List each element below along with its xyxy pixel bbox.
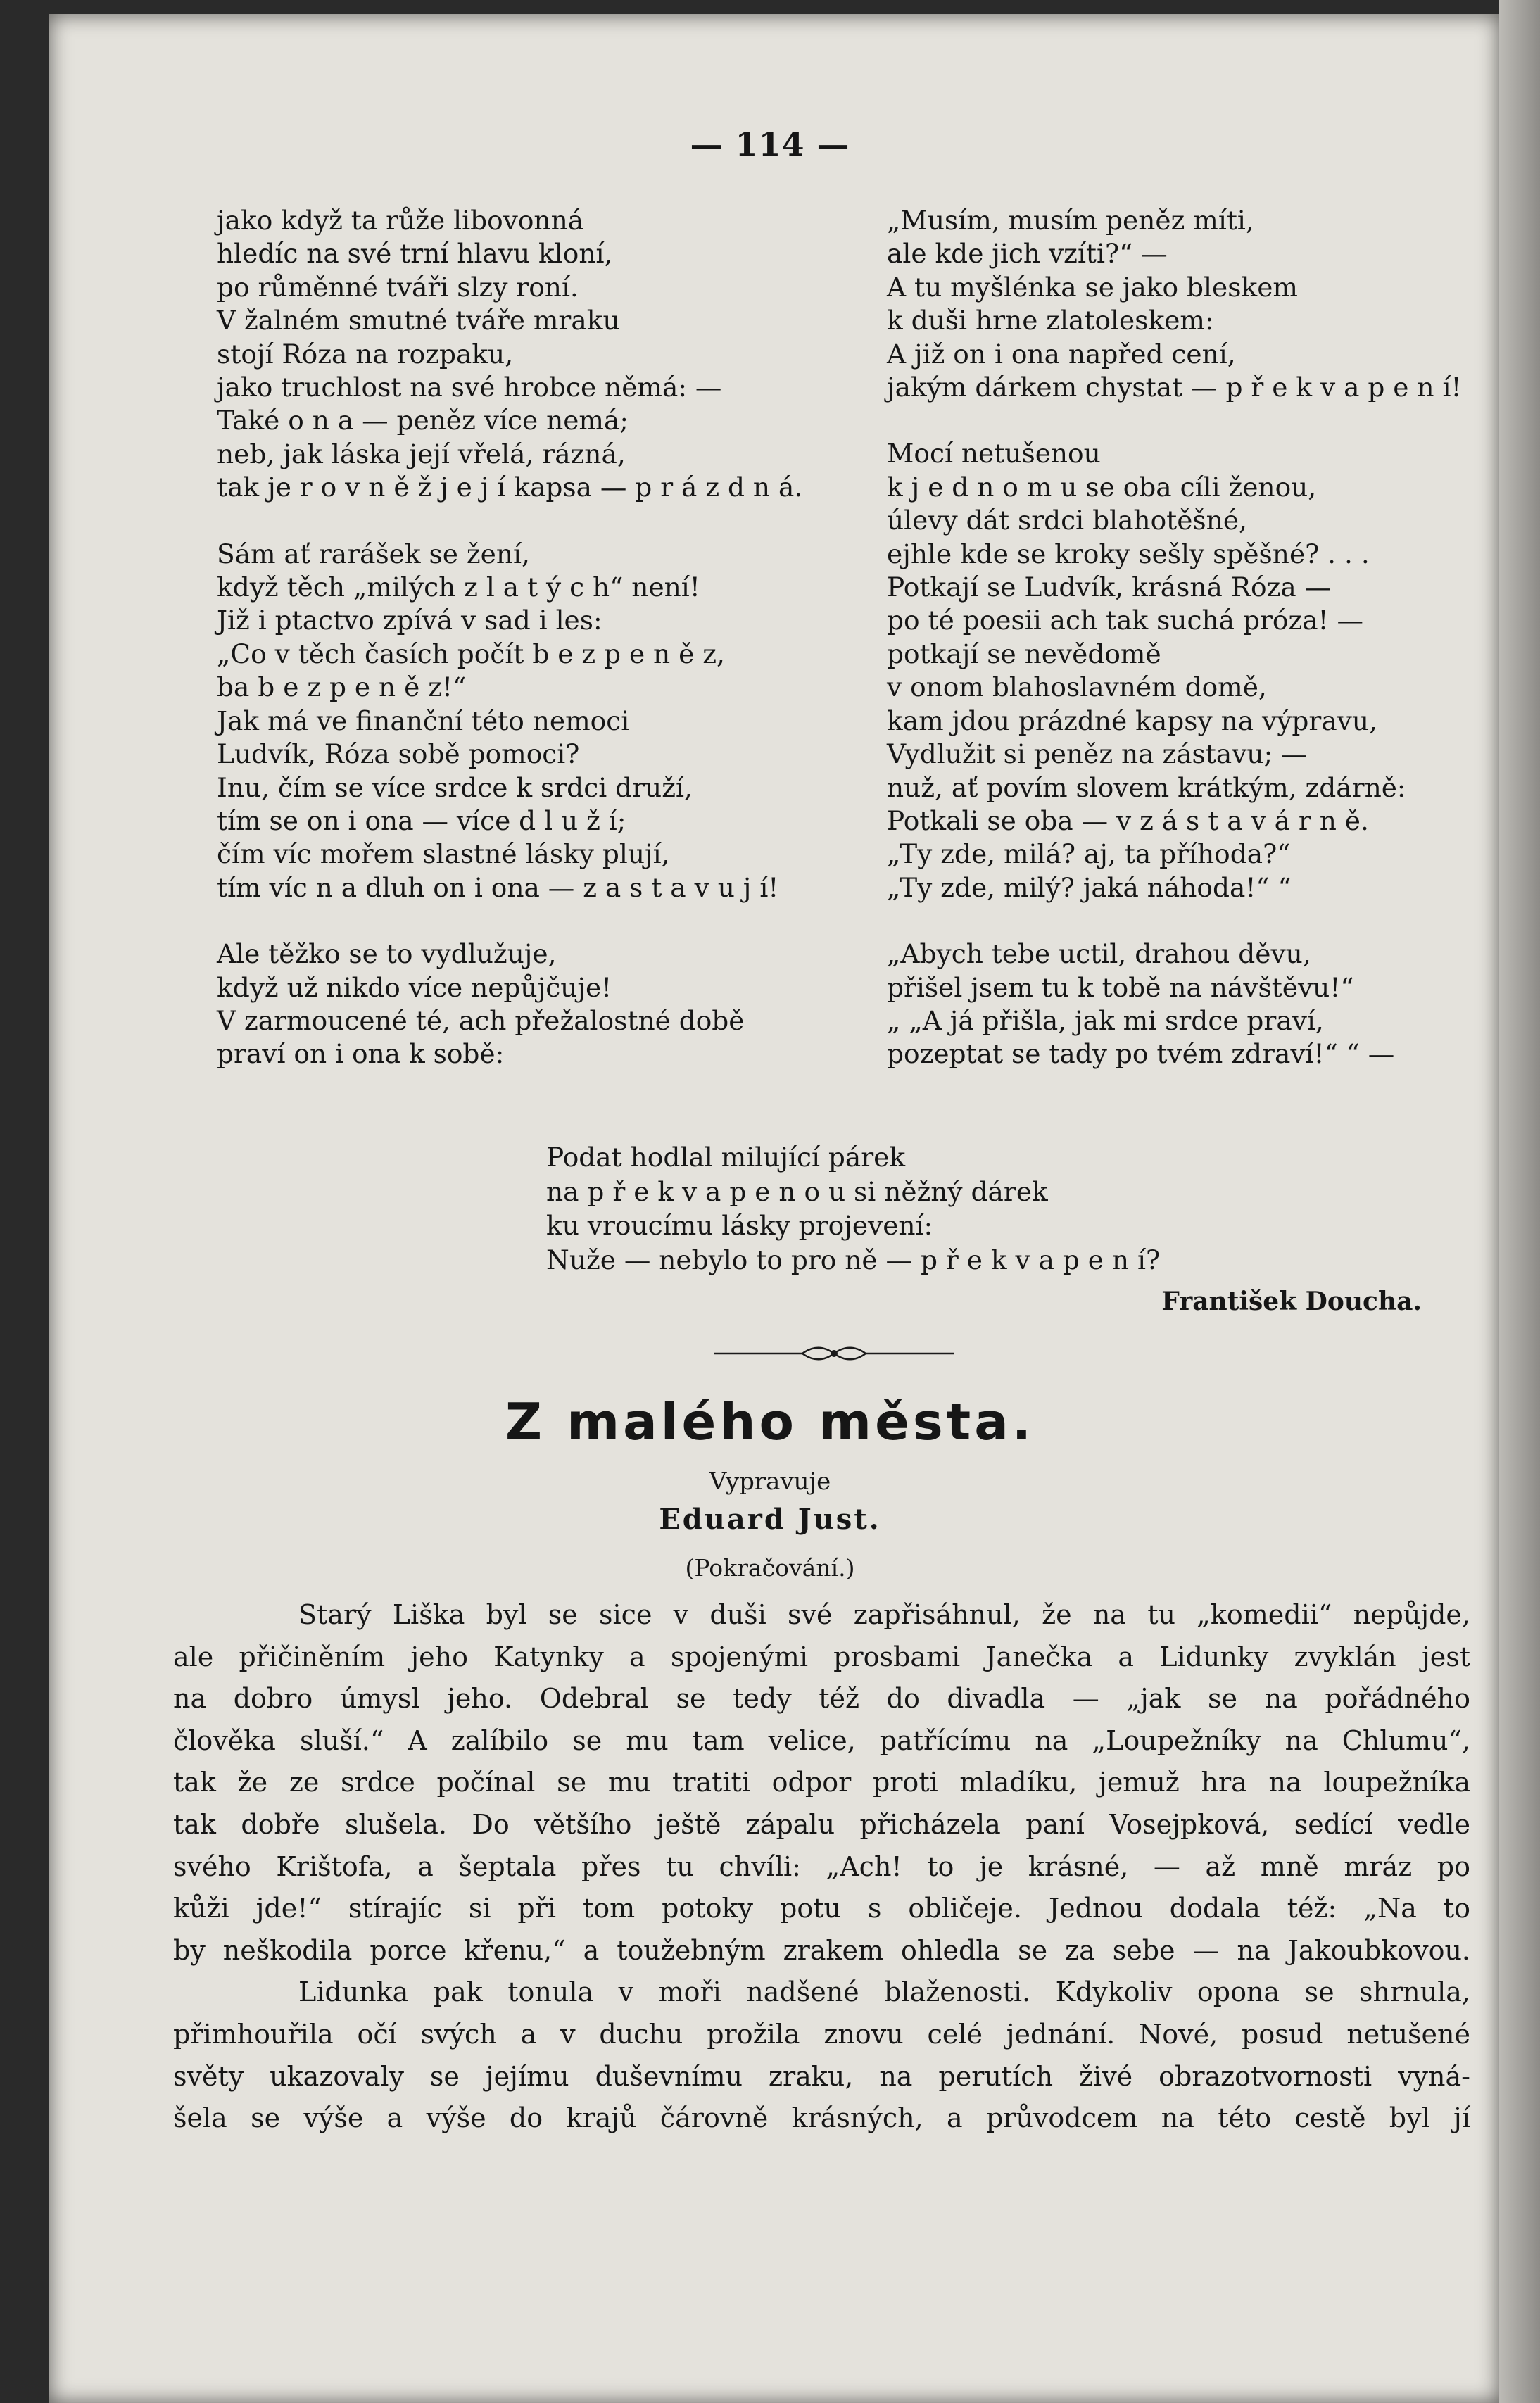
verse-line: „Co v těch časích počít b e z p e n ě z, — [217, 638, 725, 669]
verse-line: když už nikdo více nepůjčuje! — [217, 971, 612, 1003]
page-edge — [1499, 0, 1540, 2403]
verse-line: potkají se nevědomě — [887, 638, 1161, 669]
verse-line: Vydlužit si peněz na zástavu; — — [887, 738, 1308, 770]
verse-line: praví on i ona k sobě: — [217, 1038, 505, 1070]
verse-line: Nuže — nebylo to pro ně — p ř e k v a p e n í? — [546, 1244, 1161, 1275]
verse-line: V žalném smutné tváře mraku — [217, 305, 620, 336]
verse-line: v onom blahoslavném domě, — [887, 671, 1267, 703]
poem-right-column — [887, 204, 1462, 1071]
continuation-note: (Pokračování.) — [685, 1554, 855, 1582]
verse-line: jakým dárkem chystat — p ř e k v a p e n í! — [887, 372, 1462, 403]
verse-line: „Musím, musím peněz míti, — [887, 205, 1254, 236]
verse-line: tím víc n a dluh on i ona — z a s t a v u j í! — [217, 871, 779, 903]
byline: Vypravuje — [709, 1468, 831, 1496]
verse-line: když těch „milých z l a t ý c h“ není! — [217, 572, 700, 603]
verse-line: Podat hodlal milující párek — [546, 1142, 906, 1173]
verse-line: Potkali se oba — v z á s t a v á r n ě. — [887, 805, 1369, 836]
story-author: Eduard Just. — [659, 1503, 881, 1536]
page-number: — 114 — — [690, 125, 850, 163]
verse-line: čím víc mořem slastné lásky plují, — [217, 838, 670, 870]
verse-line: Také o n a — peněz více nemá; — [217, 405, 629, 436]
verse-line: „Ty zde, milý? jaká náhoda!“ “ — [887, 871, 1292, 903]
verse-line: ku vroucímu lásky projevení: — [546, 1210, 933, 1241]
verse-line: ejhle kde se kroky sešly spěšné? . . . — [887, 538, 1370, 569]
ornament-divider — [714, 1343, 954, 1364]
verse-line: neb, jak láska její vřelá, rázná, — [217, 438, 626, 469]
verse-line: pozeptat se tady po tvém zdraví!“ “ — — [887, 1038, 1395, 1070]
verse-line: k duši hrne zlatoleskem: — [887, 305, 1214, 336]
verse-line: jako truchlost na své hrobce němá: — — [217, 372, 722, 403]
verse-line: stojí Róza na rozpaku, — [217, 338, 514, 370]
verse-line: „ „A já přišla, jak mi srdce praví, — [887, 1004, 1324, 1036]
verse-line: Sám ať rarášek se žení, — [217, 538, 530, 569]
verse-line: na p ř e k v a p e n o u si něžný dárek — [546, 1175, 1048, 1207]
text-line: tak dobře slušela. Do většího ještě zápalu přicházela paní Vosejpková, sedící vedle — [173, 1808, 1470, 1840]
text-line: svého Krištofa, a šeptala přes tu chvíli: „Ach! to je krásné, — až mně mráz po — [173, 1850, 1470, 1882]
verse-line: A tu myšlénka se jako bleskem — [887, 271, 1298, 303]
verse-line: tím se on i ona — více d l u ž í; — [217, 805, 626, 836]
verse-line: po růměnné tváři slzy roní. — [217, 271, 579, 303]
verse-line: kam jdou prázdné kapsy na výpravu, — [887, 705, 1377, 736]
text-line: šela se výše a výše do krajů čárovně krásných, a průvodcem na této cestě byl jí — [173, 2102, 1470, 2134]
stanza — [217, 204, 802, 505]
stanza — [217, 538, 802, 904]
verse-line: ba b e z p e n ě z!“ — [217, 671, 467, 703]
verse-line: úlevy dát srdci blahotěšné, — [887, 505, 1247, 536]
story-title: Z malého města. — [505, 1392, 1035, 1451]
text-line: světy ukazovaly se jejímu duševnímu zraku, na perutích živé obrazotvornosti vyná- — [173, 2060, 1470, 2092]
text-line: Lidunka pak tonula v moři nadšené blaženosti. Kdykoliv opona se shrnula, — [298, 1976, 1470, 2008]
poem-left-column — [217, 204, 802, 1071]
verse-line: Mocí netušenou — [887, 438, 1101, 469]
verse-line: V zarmoucené té, ach přežalostné době — [217, 1004, 745, 1036]
verse-line: „Ty zde, milá? aj, ta příhoda?“ — [887, 838, 1291, 870]
verse-line: po té poesii ach tak suchá próza! — — [887, 605, 1364, 636]
verse-line: Jak má ve finanční této nemoci — [217, 705, 630, 736]
text-line: tak že ze srdce počínal se mu tratiti odpor proti mladíku, jemuž hra na loupežníka — [173, 1767, 1470, 1798]
text-line: kůži jde!“ stírajíc si při tom potoky potu s obličeje. Jednou dodala též: „Na to — [173, 1893, 1470, 1924]
verse-line: Potkají se Ludvík, krásná Róza — — [887, 572, 1332, 603]
text-line: ale přičiněním jeho Katynky a spojenými prosbami Janečka a Lidunky zvyklán jest — [173, 1641, 1470, 1672]
stanza — [887, 938, 1462, 1071]
verse-line: ale kde jich vzíti?“ — — [887, 238, 1168, 270]
verse-line: A již on i ona napřed cení, — [887, 338, 1236, 370]
stanza — [217, 938, 802, 1071]
verse-line: tak je r o v n ě ž j e j í kapsa — p r á z d n á. — [217, 472, 803, 503]
verse-line: k j e d n o m u se oba cíli ženou, — [887, 471, 1317, 503]
verse-line: Ludvík, Róza sobě pomoci? — [217, 738, 580, 770]
verse-line: Již i ptactvo zpívá v sad i les: — [217, 605, 602, 636]
verse-line: hledíc na své trní hlavu kloní, — [217, 238, 613, 270]
stanza — [887, 437, 1462, 904]
stanza — [887, 204, 1462, 404]
verse-line: přišel jsem tu k tobě na návštěvu!“ — [887, 971, 1354, 1003]
text-line: by neškodila porce křenu,“ a toužebným zrakem ohledla se za sebe — na Jakoubkovou. — [173, 1934, 1470, 1966]
verse-line: Inu, čím se více srdce k srdci druží, — [217, 771, 693, 803]
poem-closing-stanza — [546, 1140, 1160, 1277]
text-line: člověka sluší.“ A zalíbilo se mu tam velice, patřícímu na „Loupežníky na Chlumu“, — [173, 1724, 1470, 1756]
verse-line: jako když ta růže libovonná — [217, 205, 584, 236]
text-line: Starý Liška byl se sice v duši své zapřisáhnul, že na tu „komedii“ nepůjde, — [298, 1599, 1470, 1630]
poem-author: František Doucha. — [1161, 1287, 1422, 1316]
verse-line: Ale těžko se to vydlužuje, — [217, 938, 557, 970]
text-line: na dobro úmysl jeho. Odebral se tedy též do divadla — „jak se na pořádného — [173, 1683, 1470, 1715]
verse-line: „Abych tebe uctil, drahou děvu, — [887, 938, 1311, 970]
text-line: přimhouřila očí svých a v duchu prožila znovu celé jednání. Nové, posud netušené — [173, 2018, 1470, 2050]
verse-line: nuž, ať povím slovem krátkým, zdárně: — [887, 771, 1406, 803]
story-text — [173, 1594, 1470, 2140]
